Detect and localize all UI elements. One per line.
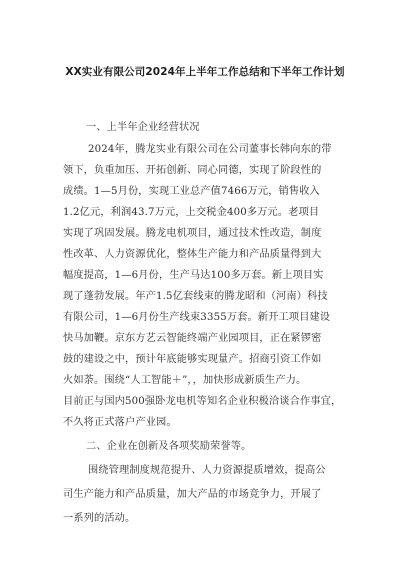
section-heading: 二、企业在创新及各项奖励荣誉等。 — [86, 441, 252, 452]
paragraph-line: 司生产能力和产品质量，加大产品的市场竞争力，开展了 — [63, 489, 322, 500]
paragraph-line: 有限公司，1—6月份生产线束3355万套。新开工项目建设 — [63, 312, 331, 323]
paragraph-line: 围绕管理制度规范提升、人力资源提质增效，提高公 — [88, 465, 326, 476]
paragraph-line: 一系列的活动。 — [63, 513, 136, 524]
paragraph-line: 领下，负重加压、开拓创新、同心同德，实现了阶段性的 — [63, 165, 322, 176]
paragraph-line: 现了蓬勃发展。年产1.5亿套线束的腾龙昭和（河南）科技 — [63, 291, 328, 302]
paragraph-line: 性改革、人力资源优化，整体生产能力和产品质量得到大 — [63, 249, 322, 260]
paragraph-line: 成绩。1—5月份，实现工业总产值7466万元，销售收入 — [63, 186, 320, 197]
document-title: XX实业有限公司2024年上半年工作总结和下半年工作计划 — [65, 66, 345, 78]
section-heading: 一、上半年企业经营状况 — [86, 122, 200, 133]
paragraph-line: 2024年，腾龙实业有限公司在公司董事长韩向东的带 — [88, 144, 332, 155]
paragraph-line: 实现了巩固发展。腾龙电机项目，通过技术性改造，制度 — [63, 228, 322, 239]
paragraph-line: 快马加鞭。京东方艺云智能终端产业园项目，正在紧锣密 — [63, 333, 322, 344]
paragraph-line: 火如荼。围绕“人工智能＋”，，加快形成新质生产力。 — [63, 375, 307, 386]
paragraph-line: 不久将正式落户产业园。 — [63, 417, 177, 428]
paragraph-line: 目前正与国内500强卧龙电机等知名企业积极洽谈合作事宜， — [63, 396, 342, 407]
paragraph-line: 幅度提高，1—6月份，生产马达100多万套。新上项目实 — [63, 270, 324, 281]
paragraph-line: 鼓的建设之中，预计年底能够实现量产。招商引资工作如 — [63, 354, 322, 365]
paragraph-line: 1.2亿元，利润43.7万元，上交税金400多万元。老项目 — [63, 207, 320, 218]
